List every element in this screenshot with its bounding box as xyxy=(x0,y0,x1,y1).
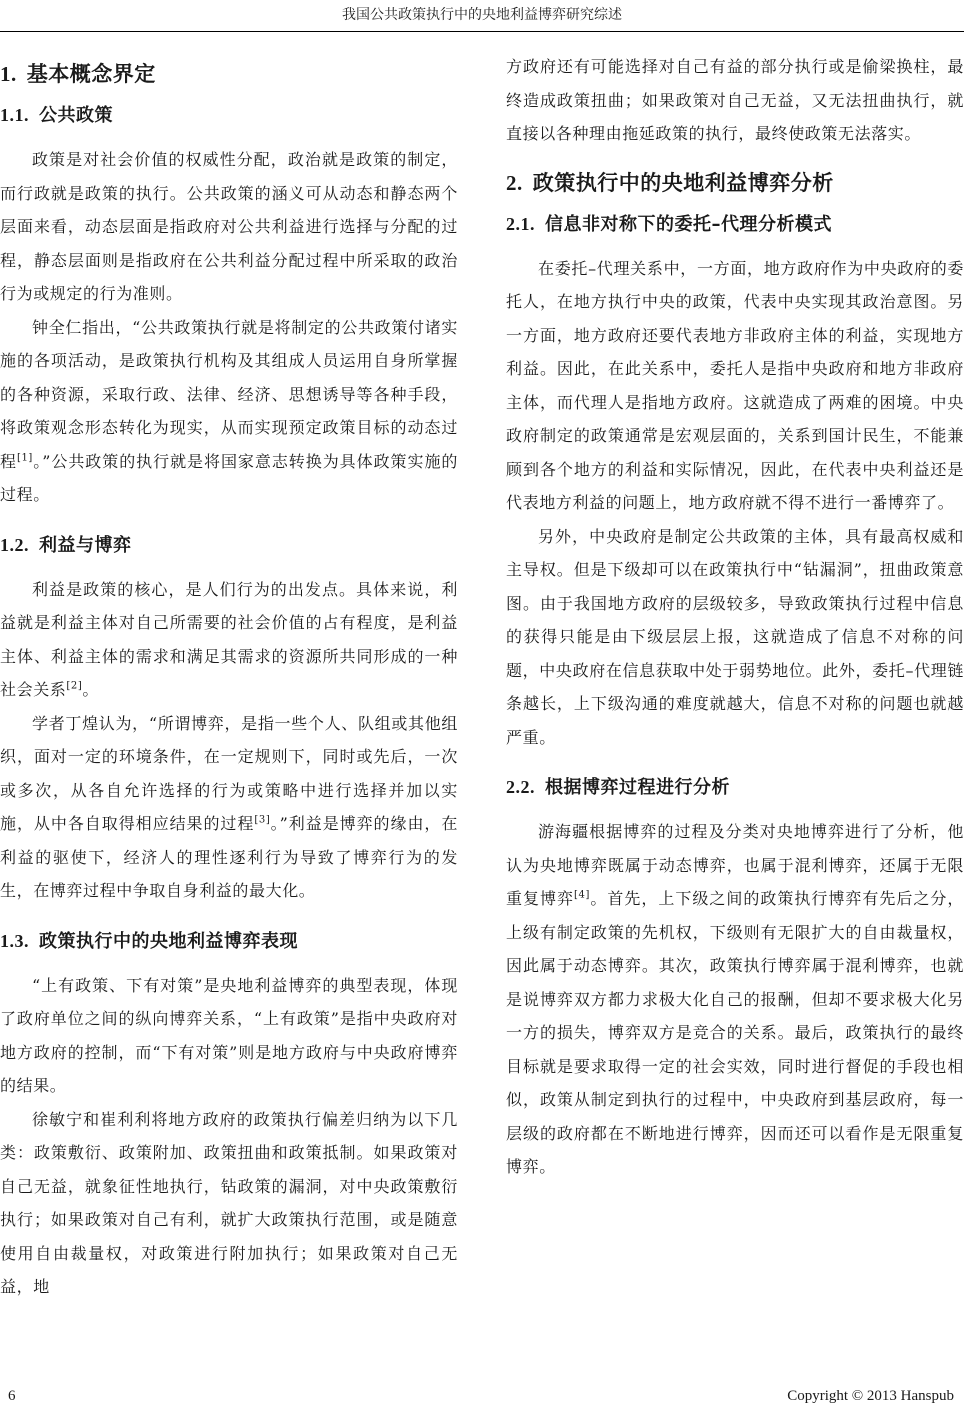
page-footer xyxy=(0,1383,964,1409)
section-number: 2.1. xyxy=(506,213,535,234)
section-title: 政策执行中的央地利益博弈分析 xyxy=(532,170,834,195)
subsection-heading-2-2 xyxy=(506,774,964,801)
paragraph xyxy=(0,707,458,908)
section-number: 1.3. xyxy=(0,930,29,951)
section-number: 1.1. xyxy=(0,105,29,125)
paragraph xyxy=(0,311,458,512)
paragraph-text: 。 xyxy=(82,680,99,699)
section-number: 2.2. xyxy=(506,777,535,797)
paragraph-text: 游海疆根据博弈的过程及分类对央地博弈进行了分析，他认为央地博弈既属于动态博弈，也属于混利博弈，还属于无限重复博弈 xyxy=(506,822,964,908)
paragraph: 另外，中央政府是制定公共政策的主体，具有最高权威和主导权。但是下级却可以在政策执行中“钻漏洞”，扭曲政策意图。由于我国地方政府的层级较多，导致政策执行过程中信息的获得只能是由下级层层上报，这就造成了信息不对称的问题，中央政府在信息获取中处于弱势地位。此外，委托–代理链条越长，上下级沟通的难度就越大，信息不对称的问题也就越严重。 xyxy=(506,526,964,747)
right-column xyxy=(506,50,964,1184)
citation-link[interactable]: [2] xyxy=(66,680,83,692)
section-title: 根据博弈过程进行分析 xyxy=(545,777,730,798)
paragraph-text: 学者丁煌认为，“所谓博弈，是指一些个人、队组或其他组织，面对一定的环境条件，在一定规则下，同时或先后，一次或多次，从各自允许选择的行为或策略中进行选择并加以实施，从中各自取得相应结果的过程 xyxy=(0,713,458,833)
paragraph: 在委托–代理关系中，一方面，地方政府作为中央政府的委托人，在地方执行中央的政策，代表中央实现其政治意图。另一方面，地方政府还要代表地方非政府主体的利益，实现地方利益。因此，在此关系中，委托人是指中央政府和地方非政府主体，而代理人是指地方政府。这就造成了两难的困境。中央政府制定的政策通常是宏观层面的，关系到国计民生，不能兼顾到各个地方的利益和实际情况，因此，在代表中央利益还是代表地方利益的问题上，地方政府就不得不进行一番博弈了。 xyxy=(506,258,964,512)
section-title: 信息非对称下的委托–代理分析模式 xyxy=(545,213,832,235)
citation-link[interactable]: [1] xyxy=(16,452,33,464)
subsection-heading-1-1 xyxy=(0,102,458,129)
paragraph-text: 钟全仁指出，“公共政策执行就是将制定的公共政策付诸实施的各项活动，是政策执行机构及其组成人员运用自身所掌握的各种资源，采取行政、法律、经济、思想诱导等各种手段，将政策观念形态转化为现实，从而实现预定政策目标的动态过程 xyxy=(0,317,458,471)
section-number: 2. xyxy=(506,170,523,195)
subsection-heading-1-2 xyxy=(0,532,458,559)
subsection-heading-1-3 xyxy=(0,928,458,955)
paragraph-text: 。首先，上下级之间的政策执行博弈有先后之分，上级有制定政策的先机权，下级则有无限扩大的自由裁量权，因此属于动态博弈。其次，政策执行博弈属于混利博弈，也就是说博弈双方都力求极大化自己的报酬，但却不要求极大化另一方的损失，博弈双方是竞合的关系。最后，政策执行的最终目标就是要求取得一定的社会实效，同时进行督促的手段也相似，政策从制定到执行的过程中，中央政府到基层政府，每一层级的政府都在不断地进行博弈，因而还可以看作是无限重复博弈。 xyxy=(506,889,964,1176)
copyright-notice: Copyright © 2013 Hanspub xyxy=(787,1388,954,1404)
left-column xyxy=(0,50,458,1304)
section-title: 利益与博弈 xyxy=(39,534,132,556)
paragraph-text: 利益是政策的核心，是人们行为的出发点。具体来说，利益就是利益主体对自己所需要的社会价值的占有程度，是利益主体、利益主体的需求和满足其需求的资源所共同形成的一种社会关系 xyxy=(0,579,458,699)
running-head: 我国公共政策执行中的央地利益博弈研究综述 xyxy=(342,7,622,23)
section-heading-2 xyxy=(506,169,964,197)
citation-link[interactable]: [4] xyxy=(574,889,590,901)
section-title: 政策执行中的央地利益博弈表现 xyxy=(39,930,298,952)
paragraph xyxy=(506,815,964,1184)
paragraph-continued: 方政府还有可能选择对自己有益的部分执行或是偷梁换柱，最终造成政策扭曲；如果政策对自己无益，又无法扭曲执行，就直接以各种理由拖延政策的执行，最终使政策无法落实。 xyxy=(506,57,964,143)
header-rule xyxy=(0,31,964,32)
citation-link[interactable]: [3] xyxy=(254,814,271,826)
section-number: 1. xyxy=(0,62,17,86)
paragraph-text: 。”公共政策的执行就是将国家意志转换为具体政策实施的过程。 xyxy=(0,451,459,504)
paragraph: 政策是对社会价值的权威性分配，政治就是政策的制定，而行政就是政策的执行。公共政策的涵义可从动态和静态两个层面来看，动态层面是指政府对公共利益进行选择与分配的过程，静态层面则是指政府在公共利益分配过程中所采取的政治行为或规定的行为准则。 xyxy=(0,150,458,303)
paragraph xyxy=(0,573,458,707)
section-title: 基本概念界定 xyxy=(26,62,156,86)
paragraph-text: 。”利益是博弈的缘由，在利益的驱使下，经济人的理性逐利行为导致了博弈行为的发生，在博弈过程中争取自身利益的最大化。 xyxy=(0,814,458,900)
section-number: 1.2. xyxy=(0,534,29,555)
subsection-heading-2-1 xyxy=(506,211,964,238)
section-title: 公共政策 xyxy=(39,105,113,126)
page-number: 6 xyxy=(8,1388,16,1404)
section-heading-1 xyxy=(0,60,458,88)
paragraph: 徐敏宁和崔利利将地方政府的政策执行偏差归纳为以下几类：政策敷衍、政策附加、政策扭曲和政策抵制。如果政策对自己无益，就象征性地执行，钻政策的漏洞，对中央政策敷衍执行；如果政策对自己有利，就扩大政策执行范围，或是随意使用自由裁量权，对政策进行附加执行；如果政策对自己无益，地 xyxy=(0,1109,458,1296)
paragraph: “上有政策、下有对策”是央地利益博弈的典型表现，体现了政府单位之间的纵向博弈关系，“上有政策”是指中央政府对地方政府的控制，而“下有对策”则是地方政府与中央政府博弈的结果。 xyxy=(0,975,458,1095)
